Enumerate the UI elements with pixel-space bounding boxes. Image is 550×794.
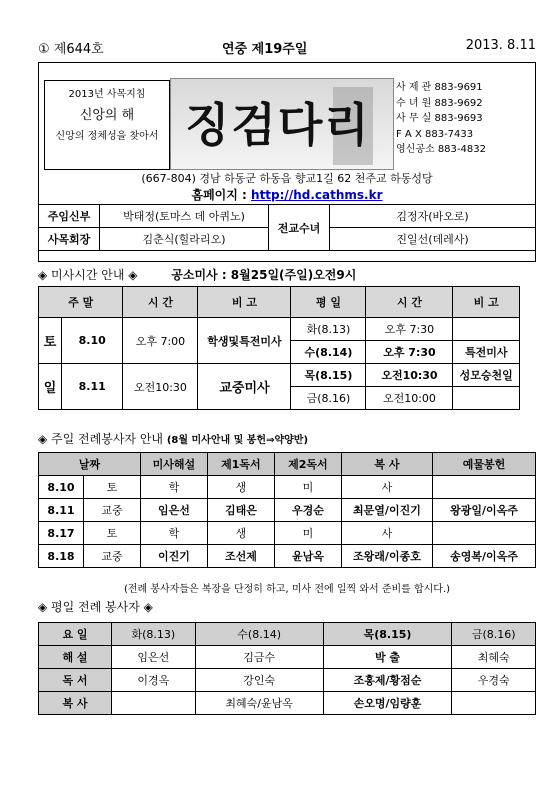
weekday-service-table <box>38 622 536 715</box>
row-server: 사 <box>341 476 432 499</box>
row-reading2: 미 <box>274 476 341 499</box>
weekday-service-heading: ◈ 평일 전례 봉사자 ◈ <box>38 600 153 614</box>
row-reading2: 윤남옥 <box>274 545 341 568</box>
row-label: 해 설 <box>39 646 112 669</box>
gongso-notice: 공소미사 : 8월25일(주일)오전9시 <box>171 268 357 282</box>
header-reading1: 제1독서 <box>207 453 274 476</box>
weekday-note: 특전미사 <box>453 341 520 364</box>
mass-time-table <box>38 286 520 410</box>
row-commentary: 학 <box>140 522 207 545</box>
weekend-day: 일 <box>39 364 62 410</box>
row-offering: 송영복/이옥주 <box>432 545 535 568</box>
header-tue: 화(8.13) <box>112 623 196 646</box>
weekday-date: 화(8.13) <box>291 318 366 341</box>
weekday-date: 목(8.15) <box>291 364 366 387</box>
table-row <box>39 476 536 499</box>
header-fri: 금(8.16) <box>452 623 536 646</box>
pastoral-motto <box>44 80 170 170</box>
row-reading1: 조선제 <box>207 545 274 568</box>
header-weekday: 평 일 <box>291 287 366 318</box>
weekend-day: 토 <box>39 318 62 364</box>
row-commentary: 이진기 <box>140 545 207 568</box>
header-weekend: 주 말 <box>39 287 123 318</box>
table-row <box>39 692 536 715</box>
mass-section-heading <box>38 266 356 283</box>
row-reading1: 김태은 <box>207 499 274 522</box>
table-row <box>39 646 536 669</box>
weekday-date: 금(8.16) <box>291 387 366 410</box>
row-date: 8.10 <box>39 476 84 499</box>
weekend-note: 교중미사 <box>198 364 291 410</box>
contact-list <box>396 80 536 158</box>
priest-label: 주임신부 <box>39 205 100 228</box>
row-day: 교중 <box>84 499 141 522</box>
weekday-note <box>453 387 520 410</box>
council-label: 사목회장 <box>39 228 100 251</box>
bulletin-title: 징검다리 <box>185 98 371 152</box>
header-note: 비 고 <box>453 287 520 318</box>
sister1-name: 김정자(바오로) <box>330 205 536 228</box>
cell-wed: 김금수 <box>195 646 323 669</box>
cell-wed: 최혜숙/윤남옥 <box>195 692 323 715</box>
contact-item: 사 무 실 883-9693 <box>396 113 483 124</box>
banner-image <box>170 78 394 170</box>
issue-date: 2013. 8.11 <box>465 38 536 53</box>
table-row <box>39 522 536 545</box>
homepage-label: 홈페이지 : <box>191 188 252 202</box>
row-server: 최문열/이진기 <box>341 499 432 522</box>
row-server: 사 <box>341 522 432 545</box>
row-day: 교중 <box>84 545 141 568</box>
homepage <box>38 186 536 203</box>
weekend-date: 8.11 <box>62 364 123 410</box>
row-commentary: 임은선 <box>140 499 207 522</box>
sunday-service-table <box>38 452 536 568</box>
service-footnote: (전례 봉사자들은 복장을 단정히 하고, 미사 전에 일찍 와서 준비를 합시다.) <box>123 584 451 595</box>
header-time: 시 간 <box>366 287 453 318</box>
motto-line2: 신앙의 해 <box>79 108 135 123</box>
weekend-time: 오후 7:00 <box>123 318 198 364</box>
priest-name: 박태정(토마스 데 아퀴노) <box>100 205 269 228</box>
header-thu: 목(8.15) <box>323 623 452 646</box>
cell-tue <box>112 692 196 715</box>
row-date: 8.11 <box>39 499 84 522</box>
weekday-time: 오전10:30 <box>366 364 453 387</box>
contact-item: 수 녀 원 883-9692 <box>396 97 483 109</box>
sister-label: 전교수녀 <box>269 205 330 251</box>
cell-tue: 임은선 <box>112 646 196 669</box>
row-date: 8.18 <box>39 545 84 568</box>
row-reading1: 생 <box>207 522 274 545</box>
row-offering <box>432 476 535 499</box>
row-date: 8.17 <box>39 522 84 545</box>
sunday-service-subnote: (8월 미사안내 및 봉헌⇒약양반) <box>166 435 309 446</box>
sunday-service-heading <box>38 430 308 447</box>
header-wed: 수(8.14) <box>195 623 323 646</box>
top-bar <box>38 34 536 56</box>
weekend-time: 오전10:30 <box>123 364 198 410</box>
row-server: 조왕래/이종호 <box>341 545 432 568</box>
motto-line3: 신앙의 정체성을 찾아서 <box>55 131 159 142</box>
homepage-link[interactable]: http://hd.cathms.kr <box>251 188 383 202</box>
staff-table <box>38 204 536 251</box>
motto-line1: 2013년 사목지침 <box>68 89 146 100</box>
header-commentary: 미사해설 <box>140 453 207 476</box>
church-address: (667-804) 경남 하동군 하동읍 향교1길 62 천주교 하동성당 <box>141 172 433 185</box>
weekend-date: 8.10 <box>62 318 123 364</box>
table-row <box>39 545 536 568</box>
table-row <box>39 669 536 692</box>
table-row <box>39 499 536 522</box>
header-note: 비 고 <box>198 287 291 318</box>
row-label: 복 사 <box>39 692 112 715</box>
header-weekday: 요 일 <box>39 623 112 646</box>
sister2-name: 진일선(데레사) <box>330 228 536 251</box>
cell-fri <box>452 692 536 715</box>
issue-number: ① 제644호 <box>38 42 104 57</box>
row-offering <box>432 522 535 545</box>
header-offering: 예물봉헌 <box>432 453 535 476</box>
weekday-date: 수(8.14) <box>291 341 366 364</box>
row-offering: 왕광일/이옥주 <box>432 499 535 522</box>
weekday-note: 성모승천일 <box>453 364 520 387</box>
row-reading2: 미 <box>274 522 341 545</box>
cell-thu: 손오명/임량훈 <box>323 692 452 715</box>
header-time: 시 간 <box>123 287 198 318</box>
contact-item: 사 제 관 883-9691 <box>396 82 483 93</box>
row-label: 독 서 <box>39 669 112 692</box>
weekday-time: 오전10:00 <box>366 387 453 410</box>
weekday-time: 오후 7:30 <box>366 341 453 364</box>
contact-item: F A X 883-7433 <box>396 128 474 140</box>
header-server: 복 사 <box>341 453 432 476</box>
cell-fri: 최혜숙 <box>452 646 536 669</box>
row-day: 토 <box>84 522 141 545</box>
row-reading2: 우경순 <box>274 499 341 522</box>
row-reading1: 생 <box>207 476 274 499</box>
weekday-time: 오후 7:30 <box>366 318 453 341</box>
row-day: 토 <box>84 476 141 499</box>
cell-wed: 강인숙 <box>195 669 323 692</box>
sunday-title: 연중 제19주일 <box>222 42 308 57</box>
weekend-note: 학생및특전미사 <box>198 318 291 364</box>
weekday-note <box>453 318 520 341</box>
header-reading2: 제2독서 <box>274 453 341 476</box>
cell-fri: 우경숙 <box>452 669 536 692</box>
council-name: 김춘식(힐라리오) <box>100 228 269 251</box>
cell-thu: 박 출 <box>323 646 452 669</box>
cell-tue: 이경옥 <box>112 669 196 692</box>
mass-section-title: ◈ 미사시간 안내 ◈ <box>38 268 138 282</box>
cell-thu: 조홍제/황점순 <box>323 669 452 692</box>
header-date: 날짜 <box>39 453 141 476</box>
contact-item: 영신공소 883-4832 <box>396 144 486 155</box>
row-commentary: 학 <box>140 476 207 499</box>
sunday-service-title: ◈ 주일 전례봉사자 안내 <box>38 432 164 446</box>
